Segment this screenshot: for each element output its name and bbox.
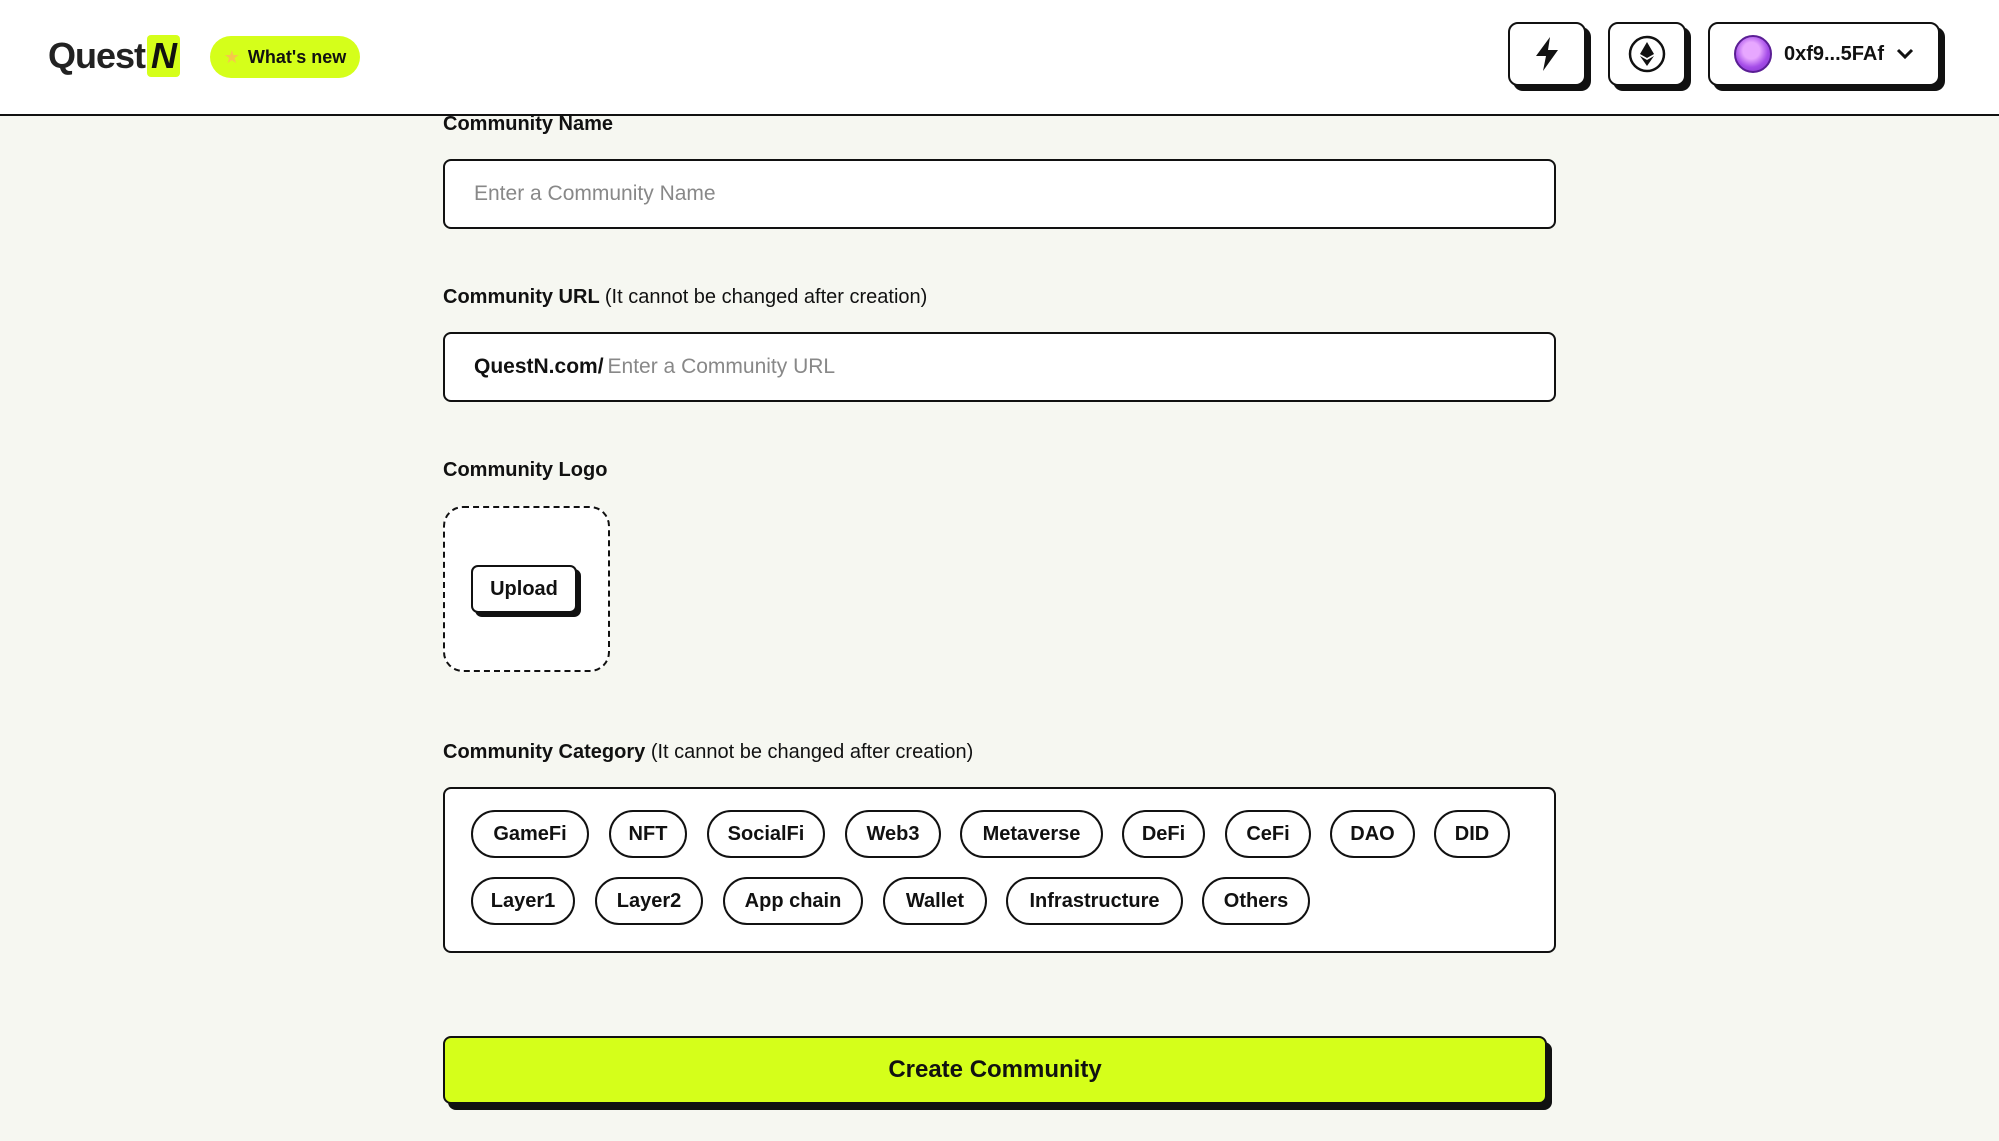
lightning-icon [1534, 37, 1560, 71]
community-name-input[interactable] [443, 159, 1556, 229]
category-chip-app-chain[interactable]: App chain [723, 877, 863, 925]
category-chip-others[interactable]: Others [1202, 877, 1310, 925]
community-url-label-text: Community URL [443, 286, 600, 308]
category-chip-web3[interactable]: Web3 [845, 810, 941, 858]
category-chip-wallet[interactable]: Wallet [883, 877, 987, 925]
community-category-note: (It cannot be changed after creation) [650, 741, 974, 763]
category-chip-layer1[interactable]: Layer1 [471, 877, 575, 925]
wallet-address: 0xf9...5FAf [1783, 42, 1885, 65]
category-chip-defi[interactable]: DeFi [1122, 810, 1205, 858]
category-chip-metaverse[interactable]: Metaverse [960, 810, 1103, 858]
ethereum-icon [1627, 34, 1667, 74]
lightning-button[interactable] [1508, 22, 1586, 86]
community-logo-label [443, 459, 607, 482]
community-url-note: (It cannot be changed after creation) [604, 286, 928, 308]
community-category-label-text: Community Category [443, 741, 646, 763]
category-chip-gamefi[interactable]: GameFi [471, 810, 589, 858]
upload-button[interactable]: Upload [471, 565, 577, 613]
top-header [0, 0, 1999, 116]
category-chip-cefi[interactable]: CeFi [1225, 810, 1311, 858]
questn-logo[interactable] [48, 36, 180, 76]
community-name-placeholder: Enter a Community Name [474, 182, 716, 205]
logo-n: N [147, 35, 180, 77]
community-name-label [443, 113, 613, 136]
whats-new-label: What's new [247, 46, 347, 67]
create-community-button[interactable]: Create Community [443, 1036, 1547, 1104]
category-chip-layer2[interactable]: Layer2 [595, 877, 703, 925]
community-url-input[interactable] [443, 332, 1556, 402]
avatar [1734, 35, 1772, 73]
network-button[interactable] [1608, 22, 1686, 86]
community-url-placeholder: Enter a Community URL [607, 355, 836, 378]
category-chip-infrastructure[interactable]: Infrastructure [1006, 877, 1183, 925]
wallet-dropdown-button[interactable] [1708, 22, 1940, 86]
community-category-label [443, 741, 973, 764]
category-chip-nft[interactable]: NFT [609, 810, 687, 858]
community-logo-label-text: Community Logo [443, 459, 608, 481]
category-selector [443, 787, 1556, 953]
community-name-label-text: Community Name [443, 113, 614, 135]
url-prefix: QuestN.com/ [474, 355, 604, 378]
category-chip-did[interactable]: DID [1434, 810, 1510, 858]
category-chip-dao[interactable]: DAO [1330, 810, 1415, 858]
star-icon: ★ [223, 46, 240, 67]
logo-text: Quest [48, 35, 146, 76]
logo-upload-dropzone[interactable] [443, 506, 610, 672]
community-url-label [443, 286, 927, 309]
whats-new-button[interactable] [210, 36, 360, 78]
category-chip-socialfi[interactable]: SocialFi [707, 810, 825, 858]
chevron-down-icon [1896, 48, 1914, 60]
